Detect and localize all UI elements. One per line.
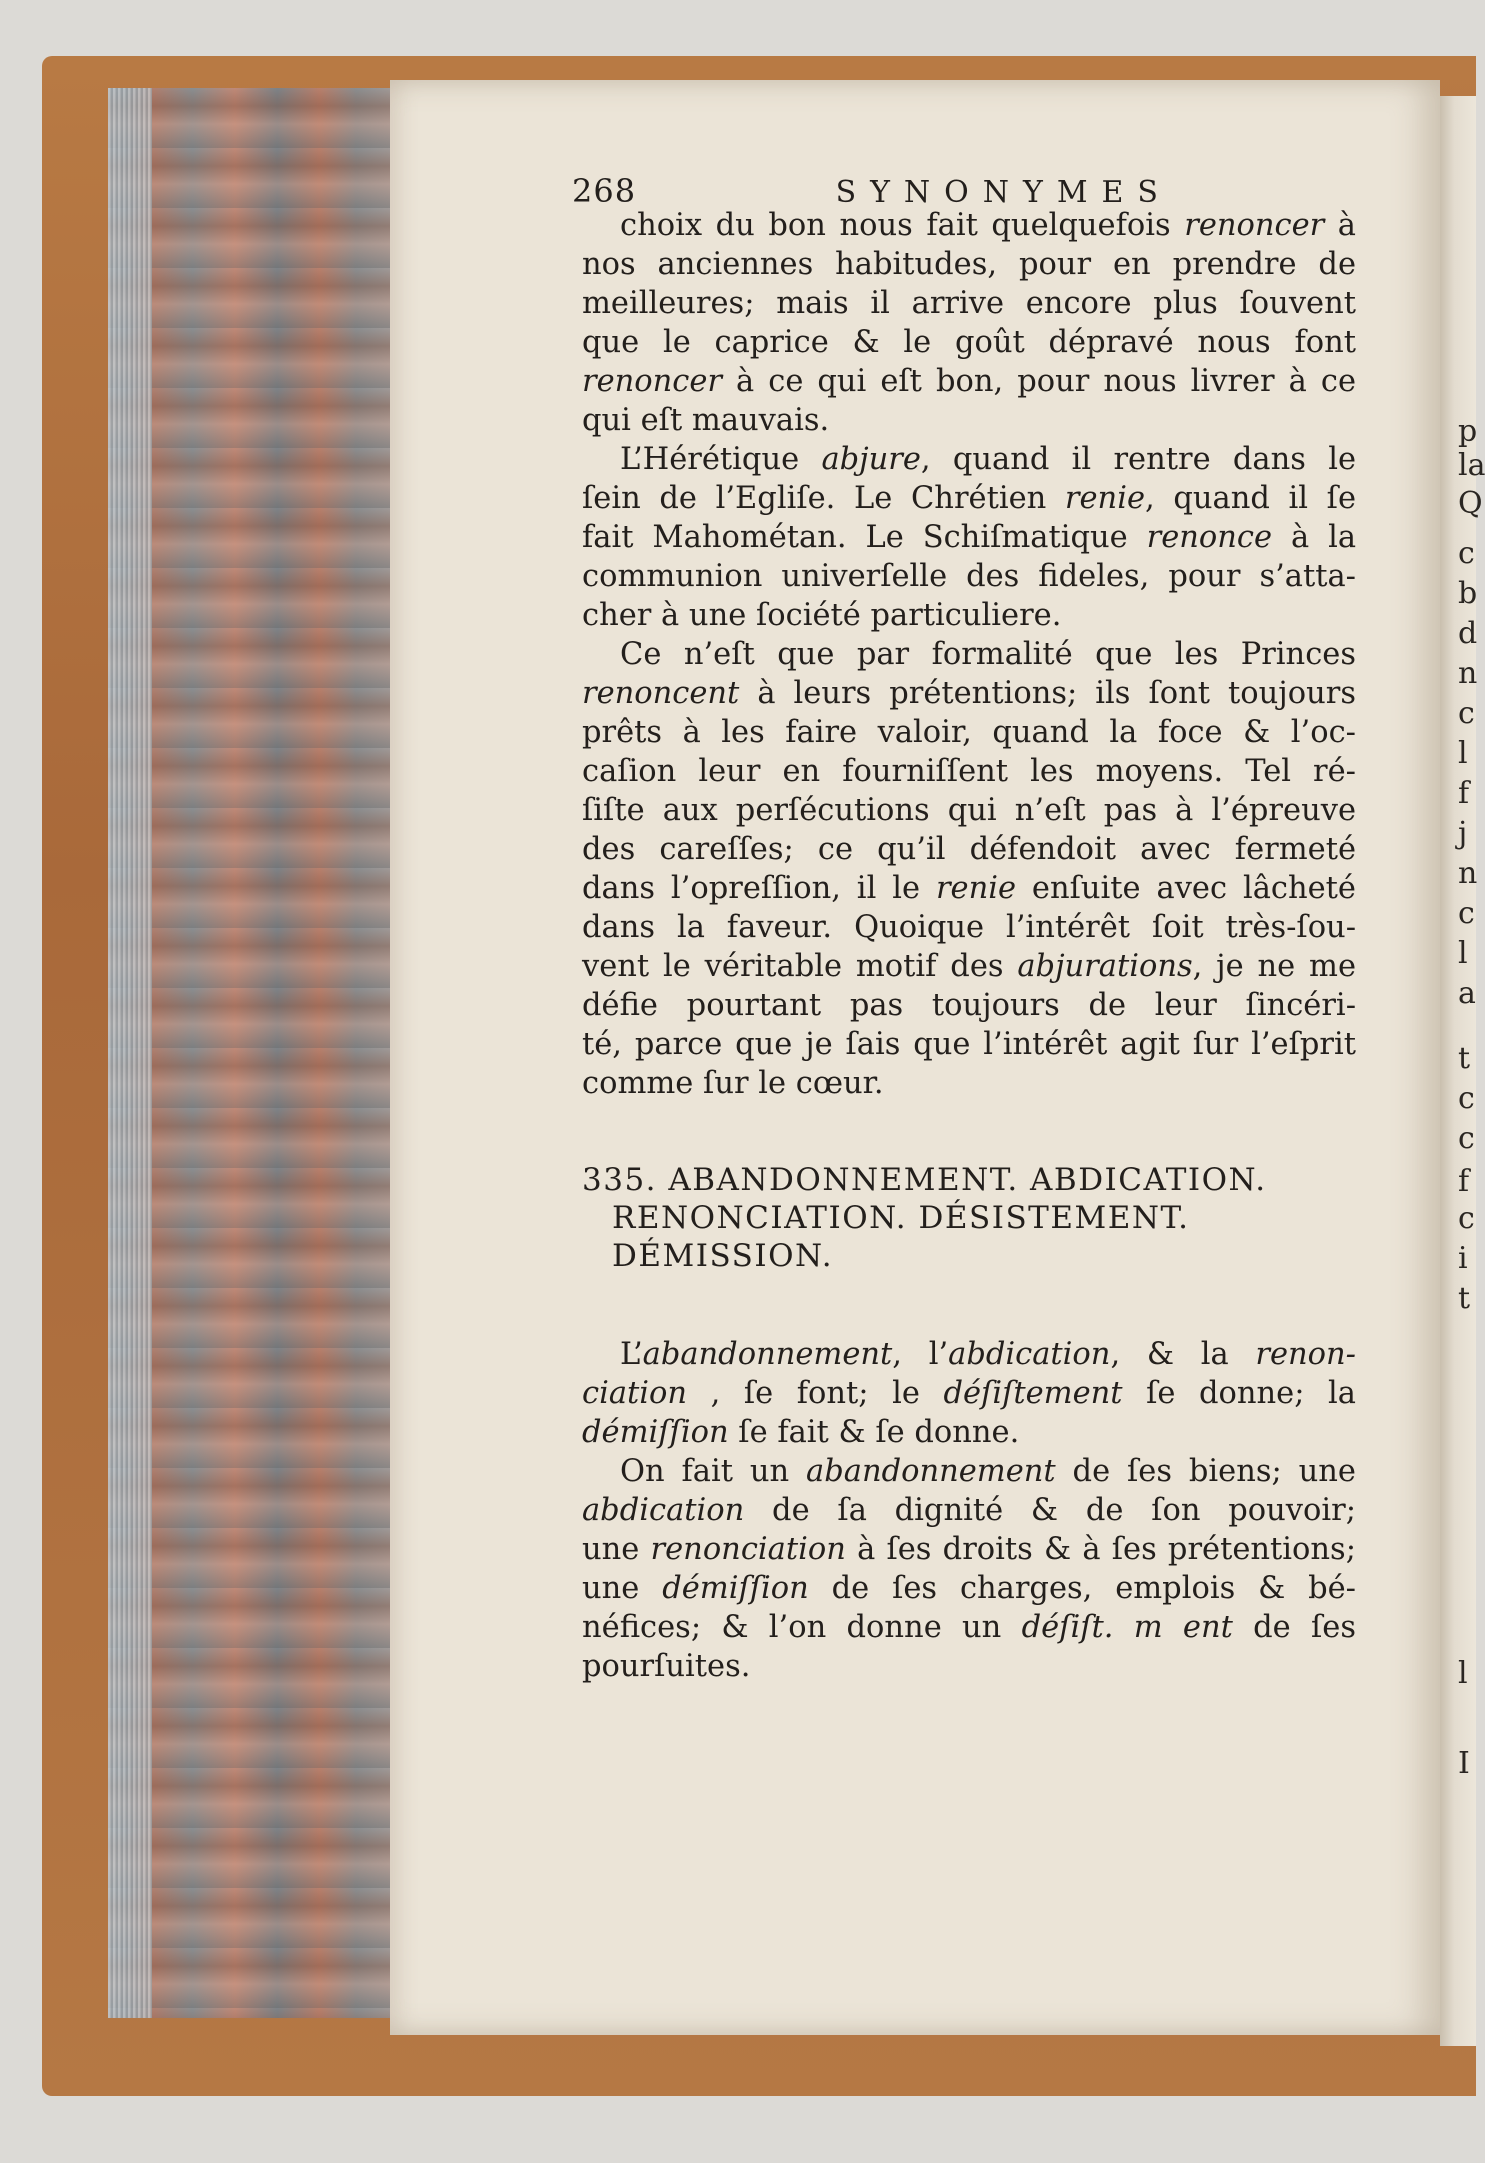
paragraph-p1 (582, 206, 1356, 440)
next-page-letter: t (1458, 1041, 1471, 1076)
text-line: abdication de ſa dignité & de ſon pouvoir; (582, 1493, 1356, 1528)
next-page-letter: l (1458, 936, 1468, 971)
body-text-lower (582, 1335, 1356, 1686)
page-header (572, 172, 1172, 208)
italic-term: renie (1064, 481, 1145, 516)
text-line: caſion leur en fourniſſent les moyens. Tel ré- (582, 754, 1356, 789)
next-page-letter: c (1458, 1121, 1475, 1156)
text-line: communion univerſelle des fideles, pour s’atta- (582, 559, 1356, 594)
italic-term: déſiſtement (943, 1376, 1123, 1411)
text-line: une renonciation à ſes droits & à ſes prétentions; (582, 1532, 1356, 1567)
text-line: renoncent à leurs prétentions; ils ſont toujours (582, 676, 1356, 711)
text-line: choix du bon nous fait quelquefois renoncer à (620, 208, 1356, 243)
text-line: démiſſion ſe fait & ſe donne. (582, 1415, 1020, 1450)
text-line: dans l’opreſſion, il le renie enſuite avec lâcheté (582, 871, 1356, 906)
italic-term: renie (935, 871, 1017, 906)
italic-term: renonce (1146, 520, 1273, 555)
next-page-letter: b (1458, 576, 1478, 611)
next-page-letter: c (1458, 536, 1475, 571)
text-line: té, parce que je ſais que l’intérêt agit ſur l’eſprit (582, 1027, 1356, 1062)
next-page-letter: I (1458, 1746, 1470, 1781)
page-number: 268 (572, 172, 637, 210)
text-line: que le caprice & le goût dépravé nous font (582, 325, 1356, 360)
italic-term: démiſſion (582, 1415, 729, 1450)
paragraph-p3 (582, 635, 1356, 1103)
next-page-letter: d (1458, 616, 1478, 651)
italic-term: renon- (1255, 1337, 1356, 1372)
text-line: ciation , ſe font; le déſiſtement ſe donne; la (582, 1376, 1356, 1411)
page-text (572, 172, 1357, 1686)
next-page-letter: Q (1458, 486, 1483, 521)
italic-term: renoncer (582, 364, 722, 399)
running-title: SYNONYMES (835, 175, 1172, 210)
next-page-letter: f (1458, 1164, 1470, 1199)
text-line: prêts à les faire valoir, quand la foce & l’oc- (582, 715, 1356, 750)
italic-term: abandonnement (806, 1454, 1056, 1489)
next-page-letter: f (1458, 776, 1470, 811)
next-page-letter: l (1458, 1656, 1468, 1691)
text-line: L’Hérétique abjure, quand il rentre dans le (620, 442, 1356, 477)
italic-term: renoncer (1184, 208, 1325, 243)
text-line: cher à une ſociété particuliere. (582, 598, 1062, 633)
next-page-letter: p (1458, 414, 1478, 449)
next-page-letter: a (1458, 976, 1476, 1011)
paragraph-p2 (582, 440, 1356, 635)
heading-line: DÉMISSION. (612, 1238, 834, 1274)
paragraph-p4 (582, 1335, 1356, 1452)
italic-term: abjure (821, 442, 921, 477)
next-page-letter: i (1458, 1241, 1468, 1276)
next-page-letter: l (1458, 736, 1468, 771)
italic-term: ciation (582, 1376, 688, 1411)
next-page-letter: n (1458, 656, 1478, 691)
heading-line: RENONCIATION. DÉSISTEMENT. (612, 1200, 1190, 1236)
text-line: nos anciennes habitudes, pour en prendre de (582, 247, 1356, 282)
body-text-upper (582, 206, 1356, 1103)
italic-term: renoncent (582, 676, 740, 711)
heading-line: 335. ABANDONNEMENT. ABDICATION. (582, 1162, 1267, 1198)
italic-term: abjurations (1017, 949, 1193, 984)
text-line: néfices; & l’on donne un déſiſt. m ent de ſes (582, 1610, 1356, 1645)
text-line: renoncer à ce qui eſt bon, pour nous livrer à ce (582, 364, 1356, 399)
italic-term: démiſſion (662, 1571, 809, 1606)
text-line: meilleures; mais il arrive encore plus ſouvent (582, 286, 1356, 321)
next-page-letter: j (1458, 816, 1468, 851)
text-line: ſein de l’Egliſe. Le Chrétien renie, quand il ſe (582, 481, 1356, 516)
next-page-letter: n (1458, 856, 1478, 891)
text-line: ſiſte aux perſécutions qui n’eſt pas à l’épreuve (582, 793, 1356, 828)
section-heading (582, 1161, 1356, 1275)
next-page-letter: c (1458, 1081, 1475, 1116)
italic-term: renonciation (650, 1532, 846, 1567)
next-page-letter: c (1458, 1201, 1475, 1236)
italic-term: abdication (948, 1337, 1111, 1372)
italic-term: abdication (582, 1493, 745, 1528)
italic-term: déſiſt. m ent (1021, 1610, 1233, 1645)
text-line: Ce n’eſt que par formalité que les Princes (620, 637, 1356, 672)
next-page-letter: la (1458, 448, 1485, 483)
text-line: défie pourtant pas toujours de leur ſincéri- (582, 988, 1356, 1023)
text-line: On fait un abandonnement de ſes biens; une (620, 1454, 1356, 1489)
next-page-letter: c (1458, 896, 1475, 931)
next-page-letter: c (1458, 696, 1475, 731)
text-line: fait Mahométan. Le Schiſmatique renonce à la (582, 520, 1357, 555)
text-line: L’abandonnement, l’abdication, & la renon- (620, 1337, 1356, 1372)
text-line: vent le véritable motif des abjurations, je ne me (582, 949, 1357, 984)
text-line: des careſſes; ce qu’il défendoit avec fermeté (582, 832, 1356, 867)
text-line: comme ſur le cœur. (582, 1066, 884, 1101)
next-page-letter: t (1458, 1281, 1471, 1316)
text-line: une démiſſion de ſes charges, emplois & bé- (582, 1571, 1356, 1606)
text-line: qui eſt mauvais. (582, 403, 830, 438)
paragraph-p5 (582, 1452, 1356, 1686)
next-page-edge (1440, 96, 1485, 2046)
italic-term: abandonnement (642, 1337, 893, 1372)
text-line: dans la faveur. Quoique l’intérêt ſoit très-ſou- (582, 910, 1356, 945)
page-edge-stripes (108, 88, 152, 2018)
text-line: pourſuites. (582, 1649, 751, 1684)
